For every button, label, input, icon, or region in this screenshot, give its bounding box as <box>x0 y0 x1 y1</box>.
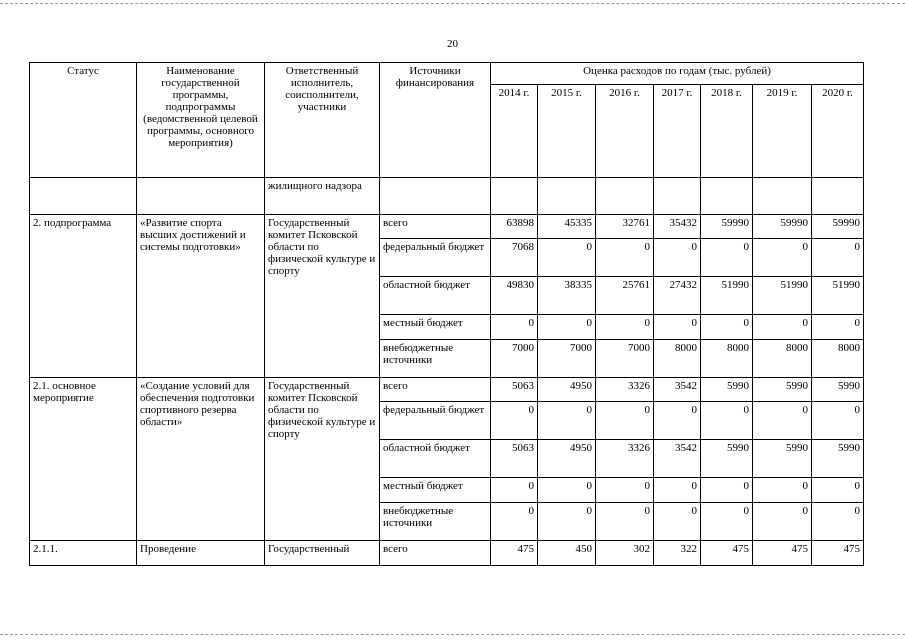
header-status: Статус <box>30 63 137 178</box>
value-cell: 59990 <box>812 215 864 239</box>
value-cell: 0 <box>491 315 538 340</box>
header-name: Наименование государственной программы, подпрограммы (ведомственной целевой программы, основного мероприятия) <box>137 63 265 178</box>
value-cell: 0 <box>538 503 596 541</box>
row-source: внебюджетные источники <box>380 503 491 541</box>
row-responsible: Государственный <box>265 541 380 566</box>
value-cell: 475 <box>753 541 812 566</box>
header-expenses: Оценка расходов по годам (тыс. рублей) <box>491 63 864 85</box>
value-cell: 8000 <box>812 340 864 378</box>
value-cell: 0 <box>596 239 654 277</box>
value-cell: 5990 <box>812 440 864 478</box>
row-source: всего <box>380 541 491 566</box>
value-cell: 0 <box>812 315 864 340</box>
value-cell: 0 <box>812 402 864 440</box>
row-source: местный бюджет <box>380 478 491 503</box>
header-year: 2015 г. <box>538 85 596 178</box>
value-cell: 0 <box>596 402 654 440</box>
value-cell: 0 <box>491 402 538 440</box>
value-cell: 0 <box>812 503 864 541</box>
row-responsible: Государственный комитет Псковской области по физической культуре и спорту <box>265 215 380 378</box>
table-row <box>30 378 864 402</box>
row-source: областной бюджет <box>380 440 491 478</box>
value-cell: 0 <box>596 478 654 503</box>
row-name: «Развитие спорта высших достижений и системы подготовки» <box>137 215 265 378</box>
value-cell: 5990 <box>812 378 864 402</box>
value-cell: 25761 <box>596 277 654 315</box>
value-cell: 475 <box>491 541 538 566</box>
value-cell: 0 <box>596 315 654 340</box>
value-cell: 3542 <box>654 378 701 402</box>
continuation-row <box>30 178 864 215</box>
header-responsible: Ответственный исполнитель, соисполнители, участники <box>265 63 380 178</box>
value-cell: 63898 <box>491 215 538 239</box>
value-cell: 5990 <box>753 378 812 402</box>
value-cell: 8000 <box>753 340 812 378</box>
value-cell: 0 <box>654 503 701 541</box>
header-year: 2018 г. <box>701 85 753 178</box>
value-cell: 59990 <box>701 215 753 239</box>
row-source: федеральный бюджет <box>380 402 491 440</box>
value-cell: 5990 <box>753 440 812 478</box>
row-status: 2. подпрограмма <box>30 215 137 378</box>
header-year: 2019 г. <box>753 85 812 178</box>
value-cell: 0 <box>538 315 596 340</box>
row-source: всего <box>380 378 491 402</box>
value-cell: 4950 <box>538 378 596 402</box>
scan-artifact-bottom <box>0 634 905 635</box>
value-cell: 0 <box>491 478 538 503</box>
value-cell: 0 <box>596 503 654 541</box>
value-cell: 7068 <box>491 239 538 277</box>
budget-table <box>29 62 864 566</box>
value-cell: 35432 <box>654 215 701 239</box>
value-cell: 51990 <box>753 277 812 315</box>
value-cell: 450 <box>538 541 596 566</box>
value-cell: 0 <box>654 478 701 503</box>
value-cell: 0 <box>701 402 753 440</box>
row-responsible: Государственный комитет Псковской области по физической культуре и спорту <box>265 378 380 541</box>
value-cell: 0 <box>753 478 812 503</box>
page-number: 20 <box>447 38 458 50</box>
value-cell: 0 <box>701 478 753 503</box>
row-status: 2.1. основное мероприятие <box>30 378 137 541</box>
header-sources: Источники финансирования <box>380 63 491 178</box>
value-cell: 0 <box>654 239 701 277</box>
value-cell: 0 <box>753 503 812 541</box>
value-cell: 59990 <box>753 215 812 239</box>
value-cell: 302 <box>596 541 654 566</box>
value-cell: 8000 <box>654 340 701 378</box>
value-cell: 0 <box>654 402 701 440</box>
continuation-responsible: жилищного надзора <box>265 178 380 215</box>
value-cell: 7000 <box>538 340 596 378</box>
value-cell: 27432 <box>654 277 701 315</box>
row-name: «Создание условий для обеспечения подготовки спортивного резерва области» <box>137 378 265 541</box>
value-cell: 0 <box>701 503 753 541</box>
value-cell: 0 <box>753 402 812 440</box>
value-cell: 3326 <box>596 378 654 402</box>
value-cell: 0 <box>812 478 864 503</box>
row-source: внебюджетные источники <box>380 340 491 378</box>
header-year: 2017 г. <box>654 85 701 178</box>
row-source: областной бюджет <box>380 277 491 315</box>
value-cell: 475 <box>701 541 753 566</box>
value-cell: 51990 <box>701 277 753 315</box>
row-status: 2.1.1. <box>30 541 137 566</box>
row-name: Проведение <box>137 541 265 566</box>
header-year: 2016 г. <box>596 85 654 178</box>
row-source: всего <box>380 215 491 239</box>
value-cell: 322 <box>654 541 701 566</box>
value-cell: 0 <box>753 239 812 277</box>
value-cell: 32761 <box>596 215 654 239</box>
value-cell: 475 <box>812 541 864 566</box>
value-cell: 0 <box>701 239 753 277</box>
value-cell: 5063 <box>491 440 538 478</box>
row-source: федеральный бюджет <box>380 239 491 277</box>
table-row <box>30 541 864 566</box>
value-cell: 5990 <box>701 440 753 478</box>
value-cell: 7000 <box>596 340 654 378</box>
table-row <box>30 215 864 239</box>
value-cell: 0 <box>538 402 596 440</box>
value-cell: 38335 <box>538 277 596 315</box>
value-cell: 7000 <box>491 340 538 378</box>
value-cell: 0 <box>812 239 864 277</box>
value-cell: 4950 <box>538 440 596 478</box>
value-cell: 0 <box>538 239 596 277</box>
value-cell: 5063 <box>491 378 538 402</box>
value-cell: 45335 <box>538 215 596 239</box>
value-cell: 8000 <box>701 340 753 378</box>
value-cell: 3542 <box>654 440 701 478</box>
header-year: 2020 г. <box>812 85 864 178</box>
scan-artifact-top <box>0 3 905 4</box>
value-cell: 3326 <box>596 440 654 478</box>
value-cell: 0 <box>538 478 596 503</box>
value-cell: 0 <box>654 315 701 340</box>
header-year: 2014 г. <box>491 85 538 178</box>
value-cell: 5990 <box>701 378 753 402</box>
value-cell: 0 <box>491 503 538 541</box>
row-source: местный бюджет <box>380 315 491 340</box>
value-cell: 0 <box>753 315 812 340</box>
value-cell: 51990 <box>812 277 864 315</box>
value-cell: 49830 <box>491 277 538 315</box>
value-cell: 0 <box>701 315 753 340</box>
